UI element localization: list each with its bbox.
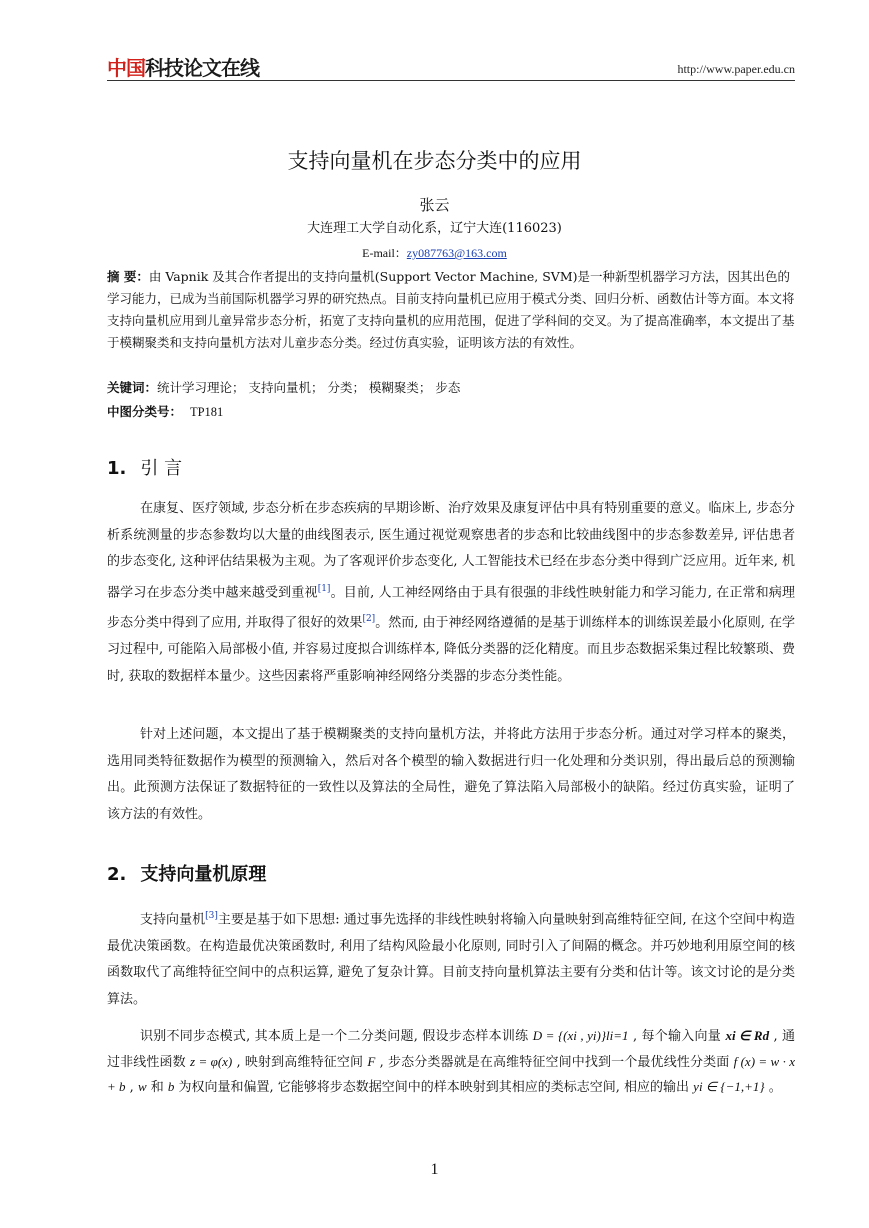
citation-ref-1[interactable]: [1] (317, 583, 331, 594)
page-number: 1 (430, 1161, 439, 1178)
math-mapping: z = φ(x) (190, 1053, 233, 1069)
keywords-label: 关键词： (107, 380, 158, 395)
svm-p2-text-h: 为权向量和偏置, 它能够将步态数据空间中的样本映射到其相应的类标志空间, 相应的输出 (174, 1080, 694, 1095)
svm-p1-text-b: 主要是基于如下思想: 通过事先选择的非线性映射将输入向量映射到高维特征空间, 在这个空间中构造最优决策函数。在构造最优决策函数时, 利用了结构风险最小化原则, 同时引入了间隔的概念。并巧妙地利用原空间的核函数取代了高维特征空间中的点积运算, 避免了复杂计算。目前支持向量机算法主要有分类和估计等。该文讨论的是分类算法。 (107, 912, 795, 1007)
math-output: yi ∈ {−1,+1} (693, 1079, 765, 1094)
classification-label: 中图分类号： (107, 404, 183, 419)
section-heading-svm (107, 860, 266, 886)
citation-ref-3[interactable]: [3] (205, 911, 218, 921)
abstract (107, 266, 795, 354)
math-decision-function: f (x) = w · x + b (107, 1053, 796, 1094)
paper-title: 支持向量机在步态分类中的应用 (287, 149, 582, 173)
site-url[interactable]: http://www.paper.edu.cn (677, 62, 795, 76)
math-input-vector: xi ∈ Rd (725, 1028, 770, 1043)
email-line (0, 244, 869, 261)
page-header (107, 50, 795, 81)
svm-p2-text-a: 识别不同步态模式, 其本质上是一个二分类问题, 假设步态样本训练 (140, 1029, 533, 1044)
svm-p2-text-d: , 映射到高维特征空间 (232, 1054, 368, 1070)
math-feature-space: F (367, 1053, 376, 1069)
abstract-text: 由 Vapnik 及其合作者提出的支持向量机(Support Vector Machine, SVM)是一种新型机器学习方法，因其出色的学习能力，已成为当前国际机器学习界的研究热点。目前支持向量机已应用于模式分类、回归分析、函数估计等方面。本文将支持向量机应用到儿童异常步态分析，拓宽了支持向量机的应用范围，促进了学科间的交叉。为了提高准确率，本文提出了基于模糊聚类和支持向量机方法对儿童步态分类。经过仿真实验，证明该方法的有效性。 (107, 269, 795, 350)
math-w: w (137, 1079, 147, 1094)
section-number: 1. (107, 458, 127, 479)
section-number: 2. (107, 864, 127, 885)
section-title: 引 言 (140, 458, 183, 479)
logo-part-red: 中国 (107, 56, 145, 80)
email-label: E-mail： (362, 246, 407, 260)
svm-paragraph-1 (107, 903, 795, 1013)
classification (107, 402, 795, 420)
svm-p2-text-b: , 每个输入向量 (628, 1029, 726, 1044)
svm-p2-text-g: 和 (146, 1080, 168, 1095)
intro-paragraph-1 (107, 496, 795, 690)
section-title: 支持向量机原理 (140, 864, 267, 885)
svm-p2-text-e: , 步态分类器就是在高维特征空间中找到一个最优线性分类面 (375, 1054, 734, 1070)
paper-author: 张云 (419, 196, 450, 214)
svm-p2-text-i: 。 (764, 1080, 782, 1095)
citation-ref-2[interactable]: [2] (362, 614, 376, 625)
svm-p1-text-a: 支持向量机 (140, 912, 206, 928)
svm-paragraph-2 (107, 1024, 795, 1101)
email-link[interactable]: zy087763@163.com (406, 246, 507, 260)
abstract-label: 摘 要： (107, 269, 149, 284)
intro-p1-text-c: 。然而, 由于神经网络遵循的是基于训练样本的训练误差最小化原则, 在学习过程中, 可能陷入局部极小值, 并容易过度拟合训练样本, 降低分类器的泛化精度。而且步态数据采集过程比较繁琐、费时, 获取的数据样本量少。这些因素将严重影响神经网络分类器的步态分类性能。 (107, 615, 795, 684)
math-b: b (167, 1079, 175, 1094)
math-training-set: D = {(xi , yi)}li=1 (532, 1028, 629, 1043)
paper-affiliation: 大连理工大学自动化系，辽宁大连(116023) (307, 221, 562, 236)
keywords-text: 统计学习理论； 支持向量机； 分类； 模糊聚类； 步态 (157, 380, 461, 395)
section-heading-intro (107, 454, 182, 480)
classification-value: TP181 (189, 405, 224, 419)
svm-p2-text-f: , (125, 1080, 138, 1095)
keywords (107, 378, 795, 396)
intro-p1-text-b: 。目前, 人工神经网络由于具有很强的非线性映射能力和学习能力, 在正常和病理步态分类中得到了应用, 并取得了很好的效果 (107, 584, 795, 631)
logo-part-dark: 科技论文在线 (145, 56, 259, 80)
svm-p2-text-c: , 通过非线性函数 (107, 1029, 795, 1070)
intro-p1-text-a: 在康复、医疗领域, 步态分析在步态疾病的早期诊断、治疗效果及康复评估中具有特别重要的意义。临床上, 步态分析系统测量的步态参数均以大量的曲线图表示, 医生通过视觉观察患者的步态和比较曲线图中的步态参数差异, 评估患者的步态变化, 这种评估结果极为主观。为了客观评价步态变化, 人工智能技术已经在步态分类中得到广泛应用。近年来, 机器学习在步态分类中越来越受到重视 (107, 501, 795, 600)
intro-paragraph-2: 针对上述问题，本文提出了基于模糊聚类的支持向量机方法，并将此方法用于步态分析。通过对学习样本的聚类，选用同类特征数据作为模型的预测输入，然后对各个模型的输入数据进行归一化处理和分类识别，得出最后总的预测输出。此预测方法保证了数据特征的一致性以及算法的全局性，避免了算法陷入局部极小的缺陷。经过仿真实验，证明了该方法的有效性。 (107, 727, 795, 822)
site-logo[interactable] (107, 52, 259, 81)
